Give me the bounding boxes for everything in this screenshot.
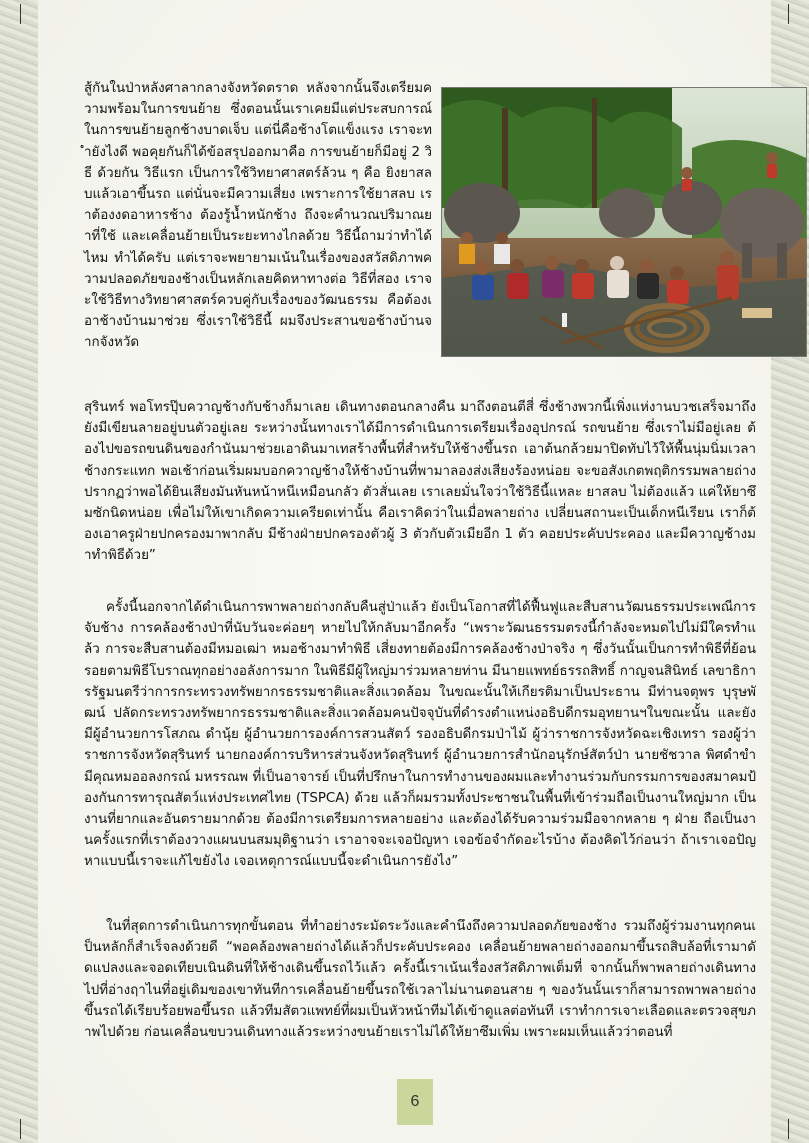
left-margin-texture xyxy=(0,0,38,1143)
elephant-ceremony-photo xyxy=(441,87,807,357)
paragraph-wrap-beside-photo: สู้กันในป่าหลังศาลากลางจังหวัดตราด หลังจากนั้นจึงเตรียมความพร้อมในการขนย้าย ซึ่งตอนนั้นเราเคยมีแต่ประสบการณ์ในการขนย้ายลูกช้างบาดเจ็บ แต่นี่คือช้างโตแข็งแรง เราจะทำยังไงดี พอคุยกันก็ได้ข้อสรุปออกมาคือ การขนย้ายก็มีอยู่ 2 วิธี ด้วยกัน วิธีแรก เป็นการใช้วิทยาศาสตร์ล้วน ๆ คือ ยิงยาสลบแล้วเอาขึ้นรถ แต่นั่นจะมีความเสี่ยง เพราะการใช้ยาสลบ เราต้องงดอาหารช้าง ต้องรู้น้ำหนักช้าง ถึงจะคำนวณปริมาณยาที่ใช้ และเคลื่อนย้ายเป็นระยะทางไกลด้วย วิธีนี้ถามว่าทำได้ไหม ทำได้ครับ แต่เราจะพยายามเน้นในเรื่องของสวัสดิภาพความปลอดภัยของช้างเป็นหลักเลยคิดหาทางต่อ วิธีที่สอง เราจะใช้วิธีทางวิทยาศาสตร์ควบคู่กับเรื่องของวัฒนธรรม คือต้องเอาช้างบ้านมาช่วย ซึ่งเราใช้วิธีนี้ ผมจึงประสานขอช้างบ้านจากจังหวัด xyxy=(84,81,432,351)
crop-mark xyxy=(788,4,809,24)
crop-mark xyxy=(788,1119,809,1139)
page-number-tab xyxy=(397,1079,433,1125)
paragraph: ครั้งนี้นอกจากได้ดำเนินการพาพลายถ่างกลับคืนสู่ป่าแล้ว ยังเป็นโอกาสที่ได้ฟื้นฟูและสืบสานวัฒนธรรมประเพณีการจับช้าง การคล้องช้างป่าที่นับวันจะค่อยๆ หายไปให้กลับมาอีกครั้ง “เพราะวัฒนธรรมตรงนี้กำลังจะหมดไปไม่มีใครทำแล้ว การจะสืบสานต้องมีหมอเฒ่า หมอช้างมาทำพิธี เสี่ยงทายต้องมีการคล้องช้างป่าจริง ๆ ซึ่งวันนั้นเป็นการทำพิธีที่ย้อนรอยตามพิธีโบราณทุกอย่างอลังการมาก ในพิธีมีผู้ใหญ่มาร่วมหลายท่าน มีนายแพทย์ธรรถสิทธิ์ กาญจนสินิทธ์ เลขาธิการรัฐมนตรีว่าการกระทรวงทรัพยากรธรรมชาติและสิ่งแวดล้อม ในขณะนั้นให้เกียรติมาเป็นประธาน มีท่านจตุพร บุรุษพัฒน์ ปลัดกระทรวงทรัพยากรธรรมชาติและสิ่งแวดล้อมคนปัจจุบันที่ดำรงตำแหน่งอธิบดีกรมอุทยานฯในขณะนั้น และยังมีผู้อำนวยการโสภณ ดำนุ้ย ผู้อำนวยการองค์การสวนสัตว์ รองอธิบดีกรมป่าไม้ ผู้ว่าราชการจังหวัดฉะเชิงเทรา รองผู้ว่าราชการจังหวัดสุรินทร์ นายกองค์การบริหารส่วนจังหวัดสุรินทร์ ผู้อำนวยการสำนักอนุรักษ์สัตว์ป่า นายชัชวาล พิศดำขำ มีคุณหมออลงกรณ์ มหรรณพ ที่เป็นอาจารย์ เป็นที่ปรึกษาในการทำงานของผมและทำงานร่วมกับกรรมการของสมาคมป้องกันการทารุณสัตว์แห่งประเทศไทย (TSPCA) ด้วย แล้วก็ผมรวมทั้งประชาชนในพื้นที่เข้าร่วมถือเป็นงานใหญ่มาก เป็นงานที่ยากและอันตรายมากด้วย ต้องมีการเตรียมการหลายอย่าง และต้องได้รับความร่วมมือจากหลาย ๆ ฝ่าย ถือเป็นงานครั้งแรกที่เราต้องวางแผนบนสมมุติฐานว่า เราอาจจะเจอปัญหา เจอข้อจำกัดอะไรบ้าง ต้องคิดไว้ก่อนว่า ถ้าเราเจอปัญหาแบบนี้เราจะแก้ไขยังไง เจอเหตุการณ์แบบนี้จะดำเนินการยังไง” xyxy=(84,600,756,870)
paragraph: ในที่สุดการดำเนินการทุกขั้นตอน ที่ทำอย่างระมัดระวังและคำนึงถึงความปลอดภัยของช้าง รวมถึงผู้ร่วมงานทุกคนเป็นหลักก็สำเร็จลงด้วยดี “พอคล้องพลายถ่างได้แล้วก็ประคับประคอง เคลื่อนย้ายพลายถ่างออกมาขึ้นรถสิบล้อที่เรามาดัดแปลงและจอดเทียบเนินดินที่ให้ช้างเดินขึ้นรถไว้แล้ว ครั้งนี้เราเน้นเรื่องสวัสดิภาพเต็มที่ จากนั้นก็พาพลายถ่างเดินทางไปที่อ่างฤาไนที่อยู่เดิมของเขาทันทีการเคลื่อนย้ายขึ้นรถใช้เวลาไม่นานตอนสาย ๆ ของวันนั้นเราก็สามารถพาพลายถ่างขึ้นรถได้เรียบร้อยพอขึ้นรถ แล้วทีมสัตวแพทย์ที่ผมเป็นหัวหน้าทีมได้เข้าดูแลต่อทันที เราทำการเจาะเลือดและตรวจสุขภาพไปด้วย ก่อนเคลื่อนขบวนเดินทางแล้วระหว่างขนย้ายเราไม่ได้ให้ยาซึมเพิ่ม เพราะผมเห็นแล้วว่าตอนที่ xyxy=(84,919,756,1041)
crop-mark xyxy=(0,4,21,24)
paragraph-continuation: สุรินทร์ พอโทรปุ๊บควาญช้างกับช้างก็มาเลย เดินทางตอนกลางคืน มาถึงตอนตีสี่ ซึ่งช้างพวกนี้เพิ่งแห่งานบวชเสร็จมาถึงยังมีเขียนลายอยู่บนตัวอยู่เลย ระหว่างนั้นทางเราได้มีการดำเนินการเตรียมเรื่องอุปกรณ์ รถขนย้าย ซึ่งเราไม่มีอยู่เลย ต้องไปขอรถขนดินของกำนันมาช่วยเอาดินมาเทสร้างพื้นที่สำหรับให้ช้างขึ้นรถ เอาต้นกล้วยมาปิดทับไว้ให้พื้นนุ่มนิ่มเวลาช้างกระแทก พอเช้าก่อนเริ่มผมบอกควาญช้างให้ช้างบ้านที่พามาลองส่งเสียงร้องหน่อย จะขอสังเกตพฤติกรรมพลายถ่าง ปรากฏว่าพอได้ยินเสียงมันหันหน้าหนีเหมือนกลัว ตัวสั่นเลย เราเลยมั่นใจว่าใช้วิธีนี้แหละ ยาสลบ ไม่ต้องแล้ว แค่ให้ยาซึมซักนิดหน่อย เพื่อไม่ให้เขาเกิดความเครียดเท่านั้น คือเราคิดว่าในเมื่อพลายถ่าง เปลี่ยนสถานะเป็นเด็กหนีเรียน เราก็ต้องเอาครูฝ่ายปกครองมาพากลับ มีช้างฝ่ายปกครองตัวผู้ 3 ตัวกับตัวเมียอีก 1 ตัว คอยประคับประคอง และมีควาญช้างมาทำพิธีด้วย” xyxy=(84,400,756,564)
crop-mark xyxy=(0,1119,21,1139)
page-number: 6 xyxy=(410,1093,420,1110)
